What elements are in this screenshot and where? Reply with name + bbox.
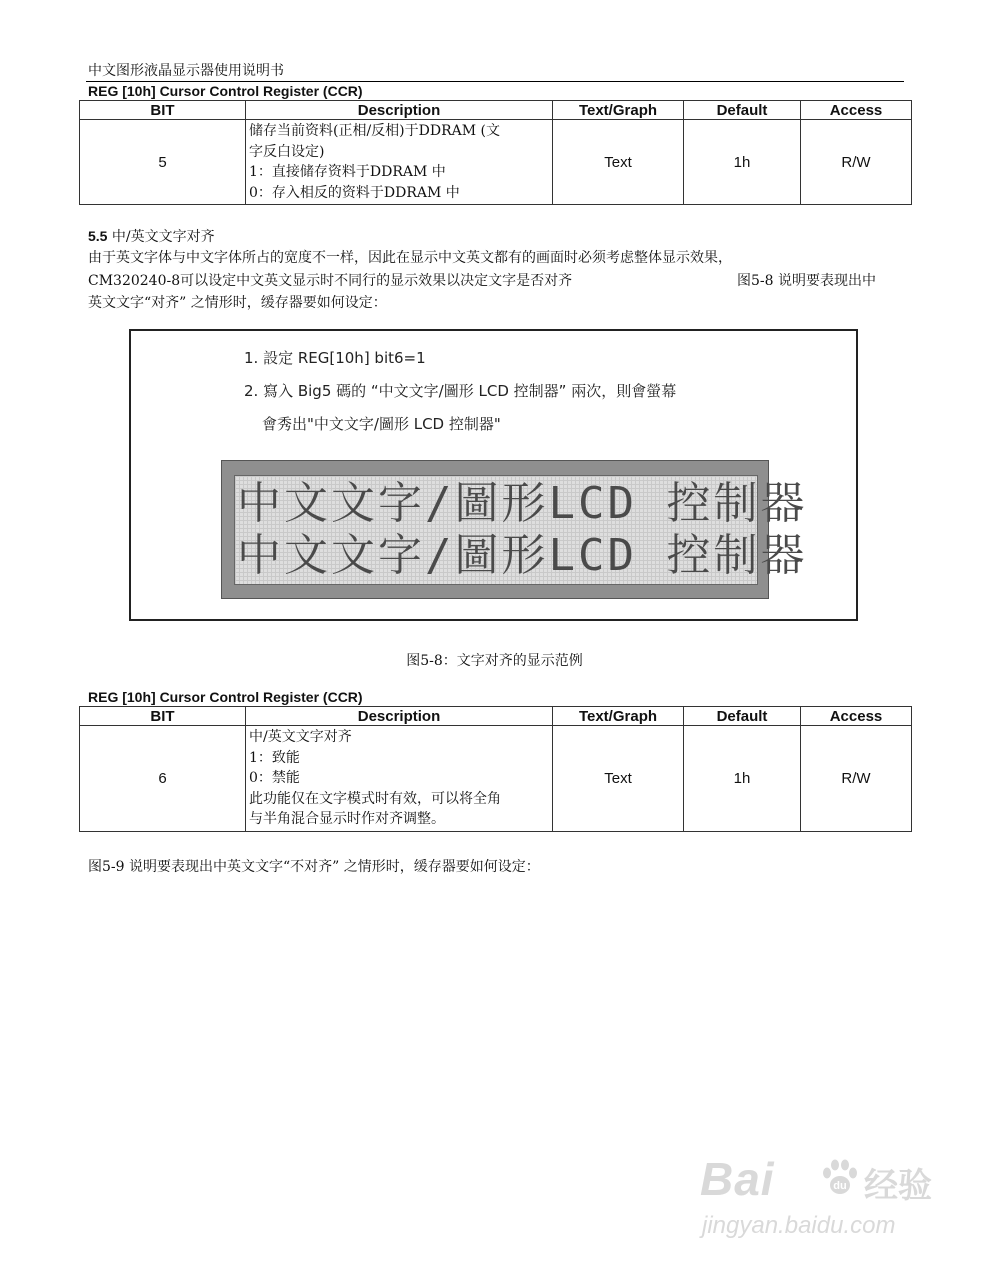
figure-5-8 [129,329,858,621]
lcd-row-1: 中文文字/圖形LCD 控制器 [237,478,808,529]
description-line: 0：存入相反的资料于DDRAM 中 [249,184,460,201]
lcd-row-2: 中文文字/圖形LCD 控制器 [237,530,808,581]
paw-icon [818,1156,862,1200]
cell-access: R/W [801,726,912,832]
description-line: 0：禁能 [249,770,300,786]
paragraph-line: 由于英文字体与中文字体所占的宽度不一样，因此在显示中文英文都有的画面时必须考虑整体显示效果， [88,250,732,266]
col-header-text-graph: Text/Graph [553,707,684,726]
table-row [80,120,912,205]
cell-bit: 5 [80,120,246,205]
watermark-url: jingyan.baidu.com [702,1212,896,1239]
register-table-bit5 [79,100,912,205]
section-heading [88,226,215,246]
figure-instruction-3: 會秀出"中文文字/圖形 LCD 控制器" [262,415,501,433]
table2-title: REG [10h] Cursor Control Register (CCR) [88,689,363,705]
cell-description [246,726,553,832]
figure-instruction-2: 2. 寫入 Big5 碼的 “中文文字/圖形 LCD 控制器” 兩次，則會螢幕 [244,382,677,400]
description-line: 储存当前资料(正相/反相)于DDRAM (文 [249,123,500,139]
col-header-default: Default [684,101,801,120]
col-header-description: Description [246,101,553,120]
description-line: 1：致能 [249,749,300,766]
description-line: 1：直接储存资料于DDRAM 中 [249,164,446,180]
watermark-brand: Bai [700,1153,775,1205]
description-line: 此功能仅在文字模式时有效，可以将全角 [249,790,501,807]
table-row [80,726,912,832]
cell-default: 1h [684,120,801,205]
paragraph-line: 图5-8 说明要表现出中 [737,273,876,289]
description-line: 中/英文文字对齐 [249,729,352,745]
section-title: 中/英文文字对齐 [111,229,215,245]
description-line: 字反白设定) [249,143,325,160]
col-header-bit: BIT [80,101,246,120]
col-header-default: Default [684,707,801,726]
col-header-access: Access [801,707,912,726]
header-divider [86,81,904,82]
col-header-description: Description [246,707,553,726]
figure-instruction-1: 1. 設定 REG[10h] bit6=1 [244,349,426,367]
table-header-row [80,707,912,726]
figure-caption: 图5-8：文字对齐的显示范例 [406,653,583,669]
description-line: 与半角混合显示时作对齐调整。 [249,811,445,827]
document-header-title: 中文图形液晶显示器使用说明书 [88,63,284,79]
cell-text-graph: Text [553,726,684,832]
cell-access: R/W [801,120,912,205]
table-header-row [80,101,912,120]
closing-paragraph: 图5-9 说明要表现出中英文文字“不对齐” 之情形时，缓存器要如何设定： [88,859,540,875]
table1-title: REG [10h] Cursor Control Register (CCR) [88,83,363,99]
col-header-text-graph: Text/Graph [553,101,684,120]
section-number: 5.5 [88,228,108,244]
lcd-screen [234,475,808,585]
paragraph-line: 英文文字“对齐” 之情形时，缓存器要如何设定： [88,295,387,311]
watermark-brand-cn: 经验 [864,1166,932,1206]
cell-default: 1h [684,726,801,832]
col-header-bit: BIT [80,707,246,726]
col-header-access: Access [801,101,912,120]
register-table-bit6 [79,706,912,832]
cell-description [246,120,553,205]
lcd-display-panel [221,460,808,599]
cell-text-graph: Text [553,120,684,205]
paragraph-line: CM320240-8可以设定中文英文显示时不同行的显示效果以决定文字是否对齐 [88,273,573,289]
cell-bit: 6 [80,726,246,832]
baidu-jingyan-watermark [700,1140,940,1250]
svg-text:du: du [833,1180,847,1192]
